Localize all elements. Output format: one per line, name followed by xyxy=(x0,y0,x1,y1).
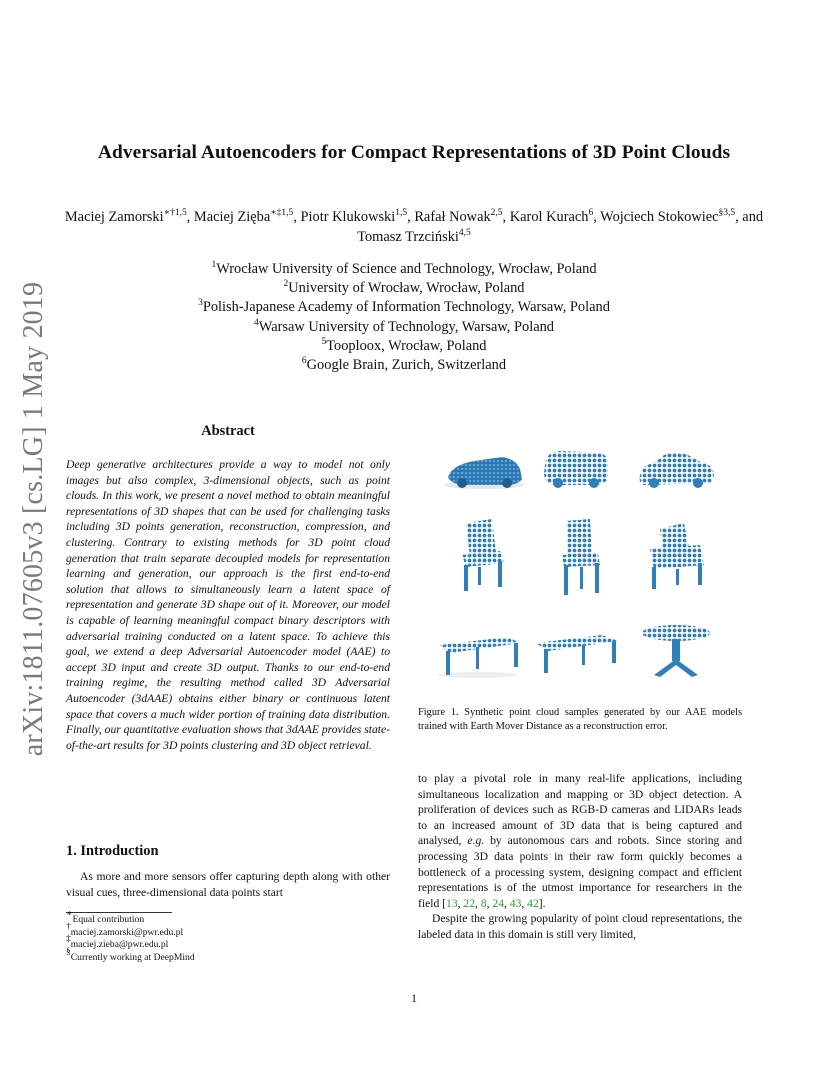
affiliation-mark: 6 xyxy=(301,356,307,367)
affiliation-text: Tooploox, Wrocław, Poland xyxy=(326,337,487,354)
footnote-mark: ∗ xyxy=(66,909,73,919)
footnote-text: maciej.zieba@pwr.edu.pl xyxy=(70,939,169,951)
paragraph: Despite the growing popularity of point cloud representations, the labeled data in this domain is still very limited, xyxy=(418,912,742,941)
introduction-text: As more and more sensors offer capturing depth along with other visual cues, three-dimensional data points start xyxy=(66,870,390,899)
citation-link[interactable]: 43 xyxy=(509,896,522,910)
affiliation-mark: 3 xyxy=(198,298,203,309)
citation-link[interactable]: 13 xyxy=(446,896,458,910)
affiliation-mark: 4 xyxy=(254,317,259,328)
paragraph: to play a pivotal role in many real-life applications, including simultaneous localization and mapping or 3D object detection. A proliferation of devices such as RGB-D cameras and LIDARs leads to an increased amount of 3D data that is being captured and analysed, e.g. by autonomous cars and robots. Since storing and processing 3D data points in their raw form quickly becomes a bottleneck of a processing system, designing compact and efficient representations is of the utmost importance for researchers in the field [13, 22, 8, 24, 43, 42]. xyxy=(418,772,743,910)
affiliation xyxy=(0,260,808,279)
author-marks: ∗‡1,5 xyxy=(270,208,294,218)
chair-point-cloud-2 xyxy=(562,519,600,595)
author-marks: 4,5 xyxy=(458,228,471,238)
table-point-cloud-2 xyxy=(536,635,618,673)
page-number: 1 xyxy=(411,991,417,1005)
affiliation xyxy=(0,298,808,317)
affiliation-text: Warsaw University of Technology, Warsaw, Poland xyxy=(258,318,554,335)
citation-link[interactable]: 22 xyxy=(463,896,475,910)
citation-link[interactable]: 24 xyxy=(492,896,504,910)
footnote xyxy=(66,921,195,940)
affiliation-text: University of Wrocław, Wrocław, Poland xyxy=(288,280,525,297)
figure-point-clouds xyxy=(432,443,742,693)
footnote-mark: § xyxy=(66,946,71,957)
table-point-cloud-1 xyxy=(438,637,520,678)
author-list xyxy=(60,207,768,247)
text-run: to play a pivotal role in many real-life applications, including simultaneous localization and mapping or 3D object detection. A proliferation of devices such as RGB-D cameras and LIDARs leads to an increased amount of 3D data that is being captured and analysed, xyxy=(418,772,742,848)
affiliation xyxy=(0,279,808,298)
author-name: , Maciej Zięba xyxy=(186,209,271,225)
figure-caption: Figure 1. Synthetic point cloud samples generated by our AAE models trained with Earth Mover Distance as a reconstruction error. xyxy=(418,707,742,733)
affiliation xyxy=(0,356,808,375)
chair-point-cloud-3 xyxy=(650,523,704,589)
affiliation-text: Google Brain, Zurich, Switzerland xyxy=(306,357,507,374)
chair-point-cloud-1 xyxy=(462,519,504,591)
author-name: , and Tomasz Trzciński xyxy=(357,209,764,245)
author-name: , Wojciech Stokowiec xyxy=(593,209,719,225)
car-point-cloud-2 xyxy=(544,451,608,488)
affiliation-mark: 5 xyxy=(321,336,327,347)
affiliation-text: Wrocław University of Science and Technology, Wrocław, Poland xyxy=(216,261,597,277)
arxiv-identifier: arXiv:1811.07605v3 [cs.LG] 1 May 2019 xyxy=(18,281,49,757)
car-point-cloud-3 xyxy=(640,453,715,488)
text-run-italic: e.g. xyxy=(467,834,485,848)
author-marks: §3,5 xyxy=(718,208,736,218)
text-run: by autonomous cars and robots. Since storing and processing 3D data points in their raw form quickly becomes a bottleneck of a processing system, designing compact and efficient representations is of the utmost importance for researchers in the field [ xyxy=(418,834,743,910)
car-point-cloud-1 xyxy=(444,457,524,489)
citation-link[interactable]: 42 xyxy=(527,896,539,910)
affiliation-mark: 1 xyxy=(211,260,217,270)
table-point-cloud-3 xyxy=(642,625,710,677)
footnote xyxy=(66,946,195,965)
author-name: , Piotr Klukowski xyxy=(293,209,396,225)
affiliation xyxy=(0,337,808,356)
citation-link[interactable]: 8 xyxy=(480,896,487,910)
affiliation-mark: 2 xyxy=(283,279,289,290)
right-column-text xyxy=(418,771,742,943)
text-run: ]. xyxy=(538,896,546,910)
footnote-text: Currently working at DeepMind xyxy=(70,951,195,963)
author-marks: 6 xyxy=(588,208,594,218)
footnote-text: maciej.zamorski@pwr.edu.pl xyxy=(70,926,184,938)
footnote-rule xyxy=(66,912,172,913)
footnote xyxy=(66,909,195,927)
abstract-heading: Abstract xyxy=(201,423,255,439)
footnote-text: Equal contribution xyxy=(72,914,145,925)
author-name: Maciej Zamorski xyxy=(64,209,164,225)
author-marks: ∗†1,5 xyxy=(163,208,187,218)
footnote-mark: † xyxy=(66,921,71,932)
section-heading-introduction: 1. Introduction xyxy=(66,843,159,859)
paper-title: Adversarial Autoencoders for Compact Representations of 3D Point Clouds xyxy=(97,142,731,163)
author-name: , Rafał Nowak xyxy=(407,209,491,225)
affiliation-text: Polish-Japanese Academy of Information Technology, Warsaw, Poland xyxy=(202,299,610,316)
footnote-mark: ‡ xyxy=(66,934,71,945)
affiliation xyxy=(0,318,808,337)
author-name: , Karol Kurach xyxy=(502,209,589,225)
footnotes xyxy=(66,909,195,964)
footnote xyxy=(66,934,195,952)
author-marks: 1,5 xyxy=(395,208,408,218)
abstract-text: Deep generative architectures provide a way to model not only images but also complex, 3-dimensional objects, such as point clouds. In this work, we present a novel method to obtain meaningful representations of 3D shapes that can be used for challenging tasks including 3D points generation, reconstruction, compression, and clustering. Contrary to existing methods for 3D point cloud generation that train separate decoupled models for representation learning and generation, our approach is the first end-to-end solution that allows to simultaneously learn a latent space of representation and generate 3D shape out of it. Moreover, our model is capable of learning meaningful compact binary descriptors with adversarial training conducted on a latent space. To achieve this goal, we extend a deep Adversarial Autoencoder model (AAE) to accept 3D input and create 3D output. Thanks to our end-to-end training regime, the resulting method called 3D Adversarial Autoencoder (3dAAE) obtains either binary or continuous latent space that covers a much wider portion of training data distribution. Finally, our quantitative evaluation shows that 3dAAE provides state-of-the-art results for 3D points clustering and 3D object retrieval. xyxy=(66,458,390,752)
author-marks: 2,5 xyxy=(490,208,503,218)
affiliation-list xyxy=(0,260,808,375)
